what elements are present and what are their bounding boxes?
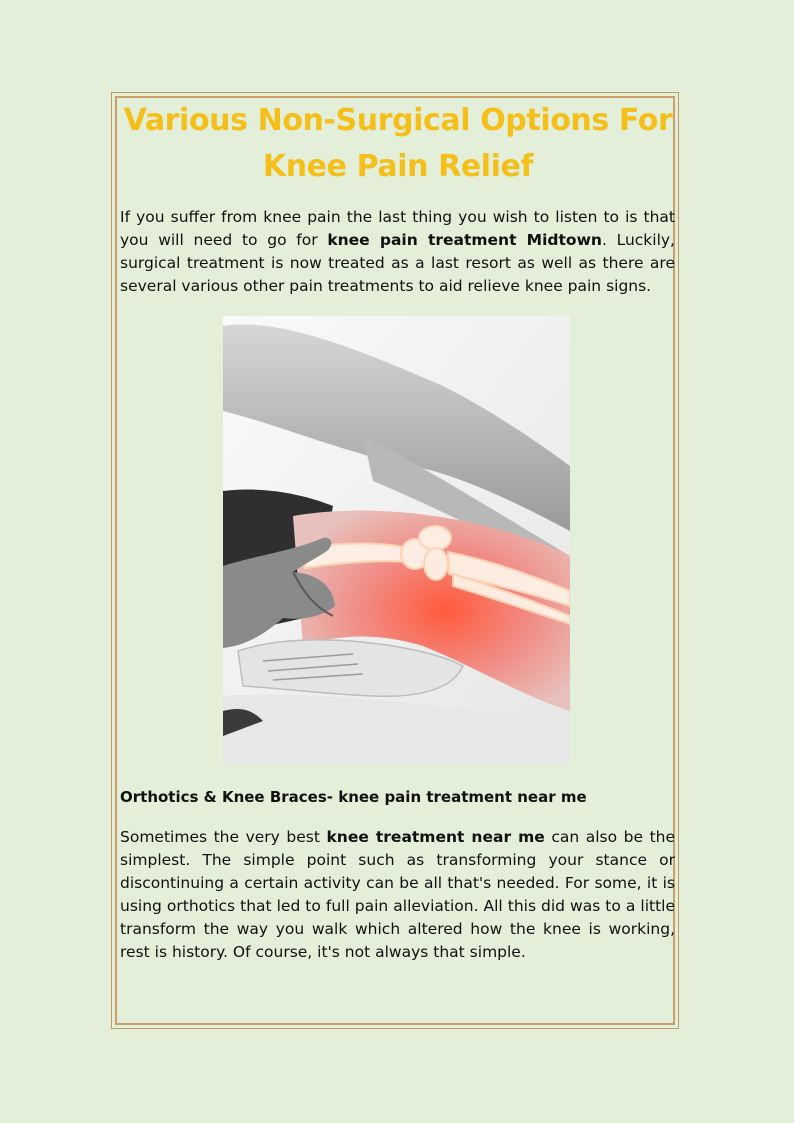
section-text-end: can also be the simplest. The simple point such as transforming your stance or discontinuing a certain activity can be all that's needed. For some, it is using orthotics that led to full pain alleviation. All this did was to a little transform the way you walk which altered how the knee is working, rest is history. Of course, it's not always that simple. xyxy=(120,828,676,961)
knee-pain-photo xyxy=(223,316,570,764)
section-heading: Orthotics & Knee Braces- knee pain treatment near me xyxy=(120,788,587,806)
section-bold-keyword: knee treatment near me xyxy=(326,828,545,846)
intro-paragraph xyxy=(120,206,675,298)
article-title: Various Non-Surgical Options For Knee Pain Relief xyxy=(123,103,673,184)
section-paragraph xyxy=(120,826,675,964)
knee-illustration xyxy=(223,316,570,764)
intro-text-start: If you suffer from knee pain the last thing you wish to listen to is that you will need to go for xyxy=(120,208,675,249)
intro-bold-keyword: knee pain treatment Midtown xyxy=(327,231,602,249)
intro-text-end: . Luckily, surgical treatment is now treated as a last resort as well as there are several various other pain treatments to aid relieve knee pain signs. xyxy=(120,231,675,295)
section-text-start: Sometimes the very best xyxy=(120,828,327,846)
